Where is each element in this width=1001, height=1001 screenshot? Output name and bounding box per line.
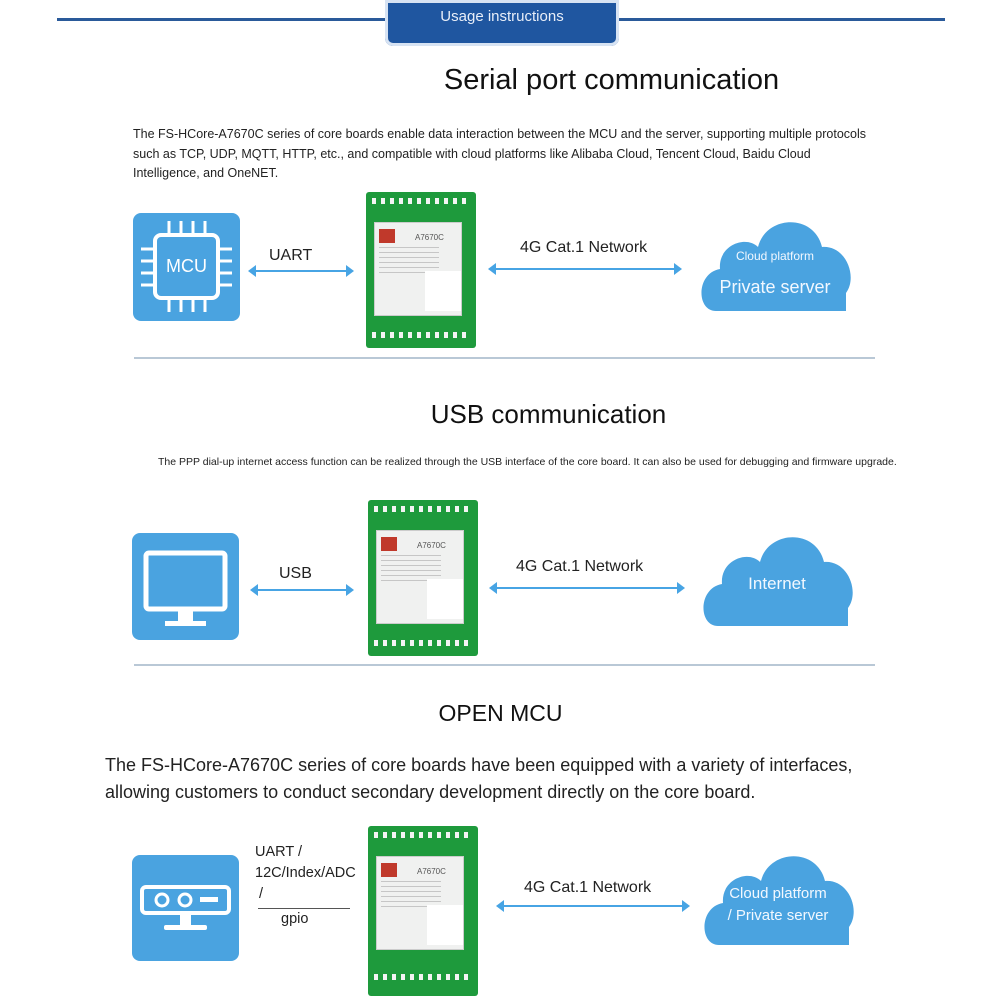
module-chip: A7670C [374,222,462,316]
header-rule-left [57,18,387,21]
openmcu-cloud [699,841,857,945]
serial-link-arrow [256,270,346,272]
usb-link-arrow [258,589,346,591]
openmcu-link-line [258,908,350,909]
serial-description: The FS-HCore-A7670C series of core boards enable data interaction between the MCU and the server, supporting multiple protocols such as TCP, UDP, MQTT, HTTP, etc., and compatible with cloud platforms like Alibaba Cloud, Tencent Cloud, Baidu Cloud Intelligence, and OneNET. [133,127,867,180]
module-board-openmcu [368,826,478,996]
header-rule-right [617,18,945,21]
openmcu-description: The FS-HCore-A7670C series of core boards have been equipped with a variety of interfaces, allowing customers to conduct secondary development directly on the core board. [105,755,853,802]
separator-2 [134,664,875,666]
openmcu-link-label: UART / 12C/Index/ADC / gpio [255,844,356,927]
device-icon-box [132,855,239,961]
monitor-icon [132,533,239,640]
banner-label: Usage instructions [440,8,564,25]
usb-description: The PPP dial-up internet access function can be realized through the USB interface of the core board. It can also be used for debugging and firmware upgrade. [158,456,897,468]
monitor-icon-box [132,533,239,640]
serial-link-label: UART [269,247,313,264]
mcu-label: MCU [166,256,207,276]
usb-title: USB communication [430,399,667,429]
openmcu-title: OPEN MCU [438,700,563,726]
module-chip: A7670C [376,856,464,950]
serial-cloud-line2: Private server [719,277,831,297]
usage-banner [385,0,619,46]
openmcu-network-label: 4G Cat.1 Network [524,879,652,896]
separator-1 [134,357,875,359]
camera-device-icon [132,855,239,961]
openmcu-network-arrow [504,905,682,907]
usb-network-label: 4G Cat.1 Network [516,558,644,575]
serial-title: Serial port communication [443,64,780,96]
usb-cloud-label: Internet [748,574,806,593]
openmcu-cloud-line1: Cloud platform [729,885,827,902]
serial-cloud-line1: Cloud platform [735,249,815,263]
module-board-usb [368,500,478,656]
usb-link-label: USB [279,565,312,582]
usb-network-arrow [497,587,677,589]
serial-cloud [696,207,854,311]
serial-network-label: 4G Cat.1 Network [520,239,648,256]
module-chip: A7670C [376,530,464,624]
mcu-icon-box [133,213,240,321]
openmcu-cloud-line2: / Private server [727,907,829,924]
module-board-serial [366,192,476,348]
serial-network-arrow [496,268,674,270]
usb-cloud [698,522,856,626]
